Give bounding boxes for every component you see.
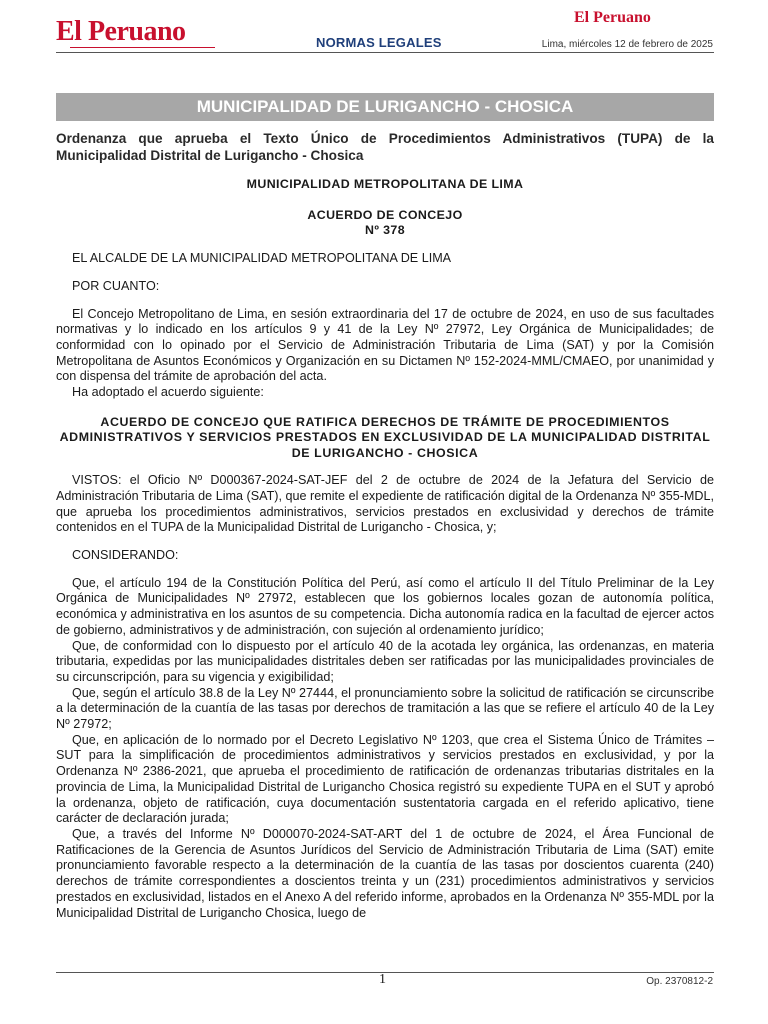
considerando-paragraph-1: Que, el artículo 194 de la Constitución Política del Perú, así como el artículo II del Título Preliminar de la Ley Orgánica de Municipalidades Nº 27972, establecen que los gobiernos locales gozan de autonomía política, económica y administrativa en los asuntos de su competencia. Dicha autonomía radica en la facultad de ejercer actos de gobierno, administrativos y de administración, con sujeción al ordenamiento jurídico;: [56, 575, 714, 637]
operation-number: Op. 2370812-2: [646, 976, 713, 987]
acuerdo-title: ACUERDO DE CONCEJO QUE RATIFICA DERECHOS DE TRÁMITE DE PROCEDIMIENTOS ADMINISTRATIVOS Y SERVICIOS PRESTADOS EN EXCLUSIVIDAD DE LA MUNICIPALIDAD DISTRITAL DE LURIGANCHO - CHOSICA: [59, 414, 711, 460]
institution-banner: MUNICIPALIDAD DE LURIGANCHO - CHOSICA: [56, 93, 714, 121]
paragraph-adoptado: Ha adoptado el acuerdo siguiente:: [72, 385, 264, 400]
el-peruano-small-logo: El Peruano: [574, 9, 651, 26]
document-body: [56, 130, 714, 921]
organization-heading: MUNICIPALIDAD METROPOLITANA DE LIMA: [246, 177, 524, 191]
logo-tagline-rule: [70, 47, 215, 51]
por-cuanto: POR CUANTO:: [72, 278, 160, 293]
publication-date: Lima, miércoles 12 de febrero de 2025: [541, 39, 713, 50]
alcalde-line: EL ALCALDE DE LA MUNICIPALIDAD METROPOLITANA DE LIMA: [72, 251, 452, 266]
section-title: NORMAS LEGALES: [316, 35, 442, 50]
page-header: [0, 0, 768, 60]
el-peruano-logo: El Peruano: [56, 16, 186, 47]
considerando-paragraph-4: Que, en aplicación de lo normado por el Decreto Legislativo Nº 1203, que crea el Sistema Único de Trámites – SUT para la simplificación de procedimientos administrativos y servicios prestados en exclusividad, y por la Ordenanza Nº 2386-2021, que aprueba el procedimiento de ratificación de ordenanzas tributarias distritales en la provincia de Lima, la Municipalidad Distrital de Lurigancho Chosica registró su expediente TUPA en el SUT y aprobó la ordenanza, objeto de ratificación, cuya documentación sustentatoria cargada en el referido aplicativo, tiene carácter de declaración jurada;: [56, 732, 714, 826]
header-divider: [56, 52, 714, 53]
acuerdo-label: ACUERDO DE CONCEJO: [307, 207, 463, 222]
considerando-heading: CONSIDERANDO:: [72, 548, 179, 563]
acuerdo-number: Nº 378: [365, 223, 405, 238]
paragraph-concejo: El Concejo Metropolitano de Lima, en sesión extraordinaria del 17 de octubre de 2024, en uso de sus facultades normativas y lo indicado en los artículos 9 y 41 de la Ley Nº 27972, Ley Orgánica de Municipalidades; de conformidad con lo opinado por el Servicio de Administración Tributaria de Lima (SAT) y por la Comisión Metropolitana de Asuntos Económicos y Organización en su Dictamen Nº 152-2024-MML/CMAEO, por unanimidad y con dispensa del trámite de aprobación del acta.: [56, 306, 714, 384]
considerando-paragraph-3: Que, según el artículo 38.8 de la Ley Nº 27444, el pronunciamiento sobre la solicitud de ratificación se circunscribe a la determinación de la cuantía de las tasas por derechos de tramitación a las que se refiere el artículo 40 de la Ley Nº 27972;: [56, 685, 714, 732]
vistos-paragraph: VISTOS: el Oficio Nº D000367-2024-SAT-JEF del 2 de octubre de 2024 de la Jefatura del Servicio de Administración Tributaria de Lima (SAT), que remite el expediente de ratificación digital de la Ordenanza Nº 355-MDL, que aprueba los procedimientos administrativos, servicios prestados en exclusividad y derechos de trámite contenidos en el TUPA de la Municipalidad Distrital de Lurigancho - Chosica, y;: [56, 473, 714, 535]
ordinance-title: Ordenanza que aprueba el Texto Único de Procedimientos Administrativos (TUPA) de la Municipalidad Distrital de Lurigancho - Chosica: [56, 131, 714, 163]
page-number: 1: [379, 972, 386, 987]
considerando-paragraph-5: Que, a través del Informe Nº D000070-2024-SAT-ART del 1 de octubre de 2024, el Área Funcional de Ratificaciones de la Gerencia de Asuntos Jurídicos del Servicio de Administración Tributaria de Lima (SAT) emite pronunciamiento favorable respecto a la determinación de la cuantía de las tasas por doscientos cuarenta (240) derechos de trámite correspondientes a doscientos treinta y un (231) procedimientos administrativos y servicios prestados en exclusividad, listados en el Anexo A del referido informe, aprobados en la Ordenanza Nº 355-MDL por la Municipalidad Distrital de Lurigancho Chosica, luego de: [56, 827, 714, 920]
considerando-paragraph-2: Que, de conformidad con lo dispuesto por el artículo 40 de la acotada ley orgánica, las ordenanzas, en materia tributaria, expedidas por las municipalidades distritales deben ser ratificadas por las municipalidades provinciales de su circunscripción, para su vigencia y exigibilidad;: [56, 638, 714, 684]
